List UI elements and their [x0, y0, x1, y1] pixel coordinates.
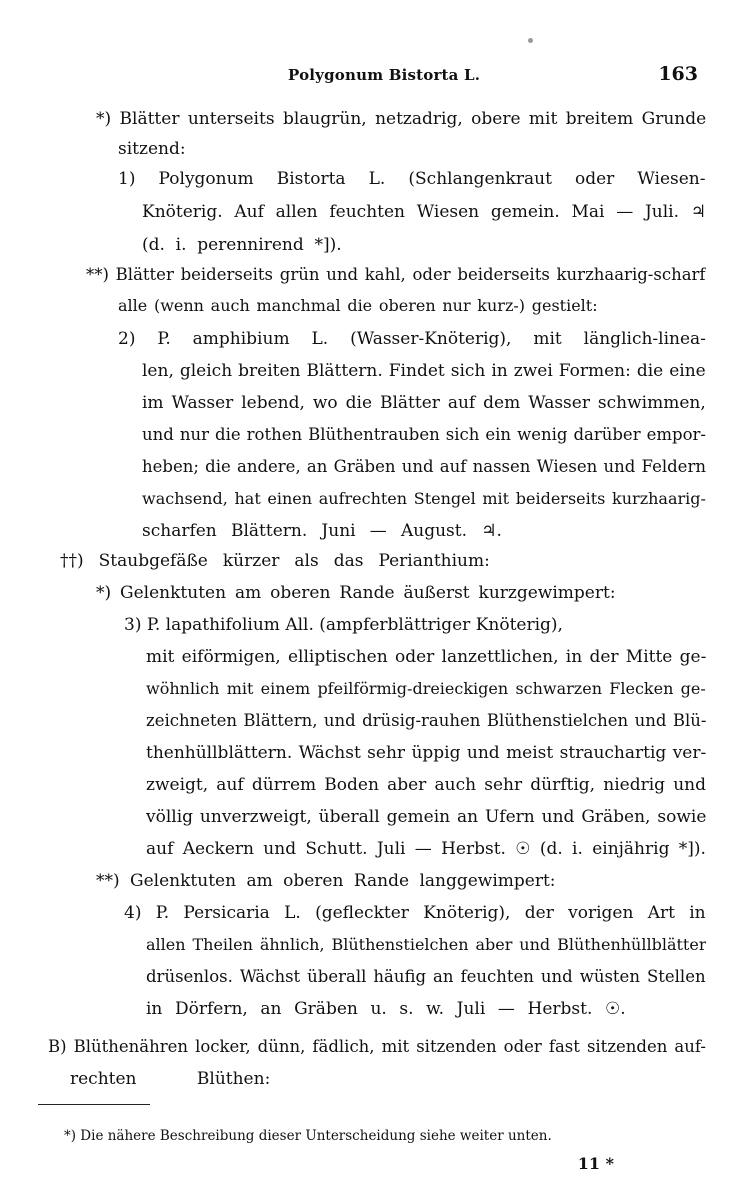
- text-line: in Dörfern, an Gräben u. s. w. Juli — Herbst. ☉.: [146, 999, 626, 1019]
- text-line: heben; die andere, an Gräben und auf nassen Wiesen und Feldern: [142, 457, 706, 476]
- text-line: und nur die rothen Blüthentrauben sich ein wenig darüber empor-: [142, 425, 706, 444]
- text-line: 2) P. amphibium L. (Wasser-Knöterig), mit länglich-linea-: [118, 329, 706, 349]
- text-line: mit eiförmigen, elliptischen oder lanzettlichen, in der Mitte ge-: [146, 647, 706, 667]
- text-line: Knöterig. Auf allen feuchten Wiesen gemein. Mai — Juli. ♃: [142, 202, 706, 222]
- text-line: zeichneten Blättern, und drüsig-rauhen Blüthenstielchen und Blü-: [146, 711, 706, 730]
- text-line: *) Blätter unterseits blaugrün, netzadrig, obere mit breitem Grunde: [96, 109, 706, 129]
- text-line: 4) P. Persicaria L. (gefleckter Knöterig), der vorigen Art in: [124, 903, 706, 923]
- running-title: Polygonum Bistorta L.: [288, 66, 481, 84]
- page-header: [0, 63, 732, 92]
- text-line: sitzend:: [118, 139, 186, 159]
- footnote: *) Die nähere Beschreibung dieser Unterscheidung siehe weiter unten.: [64, 1128, 552, 1144]
- text-line: **) Blätter beiderseits grün und kahl, oder beiderseits kurzhaarig-scharf: [86, 265, 706, 284]
- footnote-rule: [38, 1104, 150, 1105]
- text-line: wachsend, hat einen aufrechten Stengel mit beiderseits kurzhaarig-: [142, 489, 706, 508]
- page-number: 163: [658, 63, 698, 85]
- text-line: auf Aeckern und Schutt. Juli — Herbst. ☉ (d. i. einjährig *]).: [146, 839, 706, 859]
- text-line: thenhüllblättern. Wächst sehr üppig und meist strauchartig ver-: [146, 743, 706, 763]
- text-line: (d. i. perennirend *]).: [142, 235, 342, 255]
- text-line: ††) Staubgefäße kürzer als das Perianthium:: [60, 551, 490, 571]
- text-line: allen Theilen ähnlich, Blüthenstielchen aber und Blüthenhüllblätter: [146, 935, 706, 954]
- text-line: 3) P. lapathifolium All. (ampferblättriger Knöterig),: [124, 615, 563, 635]
- text-line: *) Gelenktuten am oberen Rande äußerst kurzgewimpert:: [96, 583, 616, 603]
- text-line: zweigt, auf dürrem Boden aber auch sehr dürftig, niedrig und: [146, 775, 706, 795]
- text-line: scharfen Blättern. Juni — August. ♃.: [142, 521, 502, 541]
- text-line: len, gleich breiten Blättern. Findet sich in zwei Formen: die eine: [142, 361, 706, 381]
- signature-mark: 11 *: [577, 1154, 614, 1173]
- text-line: wöhnlich mit einem pfeilförmig-dreieckigen schwarzen Flecken ge-: [146, 679, 706, 698]
- text-line: rechten Blüthen:: [70, 1069, 270, 1089]
- text-line: **) Gelenktuten am oberen Rande langgewimpert:: [96, 871, 556, 891]
- paper-speck: [528, 38, 533, 43]
- text-line: alle (wenn auch manchmal die oberen nur kurz-) gestielt:: [118, 296, 598, 315]
- text-line: B) Blüthenähren locker, dünn, fädlich, mit sitzenden oder fast sitzenden auf-: [48, 1037, 706, 1056]
- text-line: 1) Polygonum Bistorta L. (Schlangenkraut oder Wiesen-: [118, 169, 706, 189]
- text-line: drüsenlos. Wächst überall häufig an feuchten und wüsten Stellen: [146, 967, 706, 986]
- text-line: völlig unverzweigt, überall gemein an Ufern und Gräben, sowie: [146, 807, 706, 827]
- text-line: im Wasser lebend, wo die Blätter auf dem Wasser schwimmen,: [142, 393, 706, 413]
